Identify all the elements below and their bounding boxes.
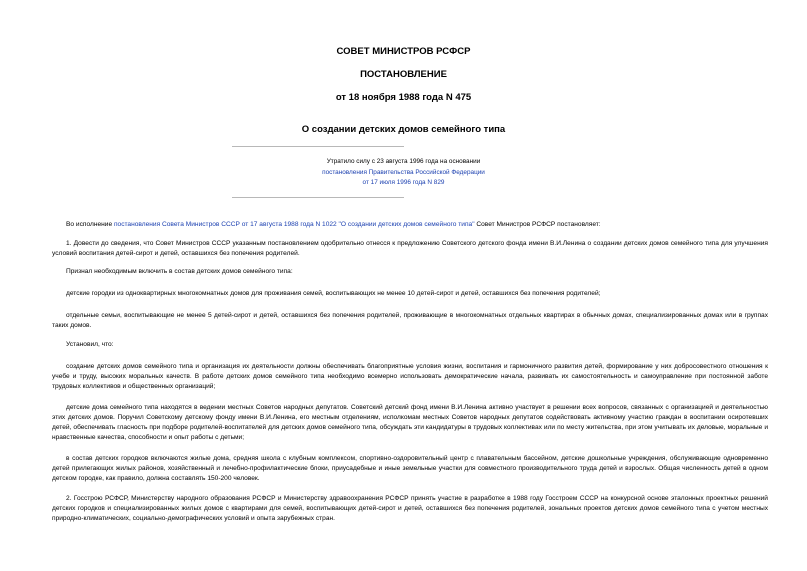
document-title: О создании детских домов семейного типа bbox=[301, 124, 506, 135]
paragraph-3: детские городки из одноквартирных многокомнатных домов для проживания семей, воспитывающих не менее 10 детей-сирот и детей, оставшихся без попечения родителей; bbox=[66, 290, 601, 297]
document-date-number: от 18 ноября 1988 года N 475 bbox=[335, 92, 472, 103]
paragraph-6: создание детских домов семейного типа и организация их деятельности должны обеспечивать благоприятные условия жизни, воспитания и гармоничного развития детей, формирование у них добросовестного отношения к учебе и труду, высоких моральных качеств. В работе детских домов семейного типа необходимо всемерно использовать демократические начала, развивать их самостоятельность и самоуправление при постоянной заботе трудовых коллективов и общественных организаций; bbox=[52, 363, 768, 390]
intro-prefix: Во исполнение bbox=[66, 221, 114, 228]
paragraph-7: детские дома семейного типа находятся в ведении местных Советов народных депутатов. Советский детский фонд имени В.И.Ленина активно участвует в решении всех вопросов, связанных с организацией и деятельностью этих детских домов. Поручил Советскому детскому фонду имени В.И.Ленина, его местным отделениям, исполкомам местных Советов народных депутатов содействовать активному участию граждан в воспитании осиротевших детей, обеспечивать гласность при подборе родителей-воспитателей для детских домов семейного типа, обсуждать эти кандидатуры в трудовых коллективах или по месту жительства, при этом учитывать их деловые, моральные и нравственные качества, способности и опыт работы с детьми; bbox=[52, 404, 768, 441]
status-note bbox=[250, 157, 557, 189]
paragraph-9: 2. Госстрою РСФСР, Министерству народного образования РСФСР и Министерству здравоохранения РСФСР принять участие в разработке в 1988 году Госстроем СССР на конкурсной основе эталонных проектных решений детских городков и специализированных жилых домов с квартирами для семей, воспитывающих детей-сирот и детей, оставшихся без попечения родителей, зональных проектов детских домов семейного типа с учетом местных природно-климатических, социально-демографических условий и опыта зарубежных стран. bbox=[52, 495, 768, 522]
intro-paragraph bbox=[52, 220, 768, 230]
divider-bottom bbox=[232, 197, 404, 198]
paragraph-2: Признал необходимым включить в состав детских домов семейного типа: bbox=[66, 268, 293, 275]
status-note-text: Утратило силу с 23 августа 1996 года на основании bbox=[326, 158, 481, 165]
paragraph-5: Установил, что: bbox=[66, 341, 114, 348]
paragraph-1: 1. Довести до сведения, что Совет Министров СССР указанным постановлением одобрительно отнесся к предложению Советского детского фонда имени В.И.Ленина о создании детских домов семейного типа для улучшения условий воспитания детей-сирот и детей, оставшихся без попечения родителей. bbox=[52, 240, 768, 257]
intro-suffix: Совет Министров РСФСР постановляет: bbox=[474, 221, 601, 228]
ussr-decree-link[interactable]: постановления Совета Министров СССР от 17 августа 1988 года N 1022 "О создании детских домов семейного типа" bbox=[113, 221, 475, 228]
paragraph-4: отдельные семьи, воспитывающие не менее 5 детей-сирот и детей, оставшихся без попечения родителей, проживающие в многокомнатных отдельных квартирах в обычных домах, специализированных домах или в группах таких домов. bbox=[52, 312, 768, 329]
repeal-link-title[interactable]: постановления Правительства Российской Федерации bbox=[322, 168, 485, 176]
repeal-link-date[interactable]: от 17 июля 1996 года N 829 bbox=[362, 179, 445, 186]
issuing-authority: СОВЕТ МИНИСТРОВ РСФСР bbox=[336, 46, 471, 57]
document-type: ПОСТАНОВЛЕНИЕ bbox=[360, 69, 447, 80]
paragraph-8: в состав детских городков включаются жилые дома, средняя школа с клубным комплексом, спортивно-оздоровительный центр с плавательным бассейном, детские дошкольные учреждения, обслуживающие одновременно детей прилегающих жилых районов, хозяйственный и лечебно-профилактические блоки, приусадебные и иные земельные участки для совместного производительного труда детей и взрослых. Общая численность детей в одном детском городке, как правило, должна составлять 150-200 человек. bbox=[52, 455, 768, 482]
divider-top bbox=[232, 146, 404, 147]
